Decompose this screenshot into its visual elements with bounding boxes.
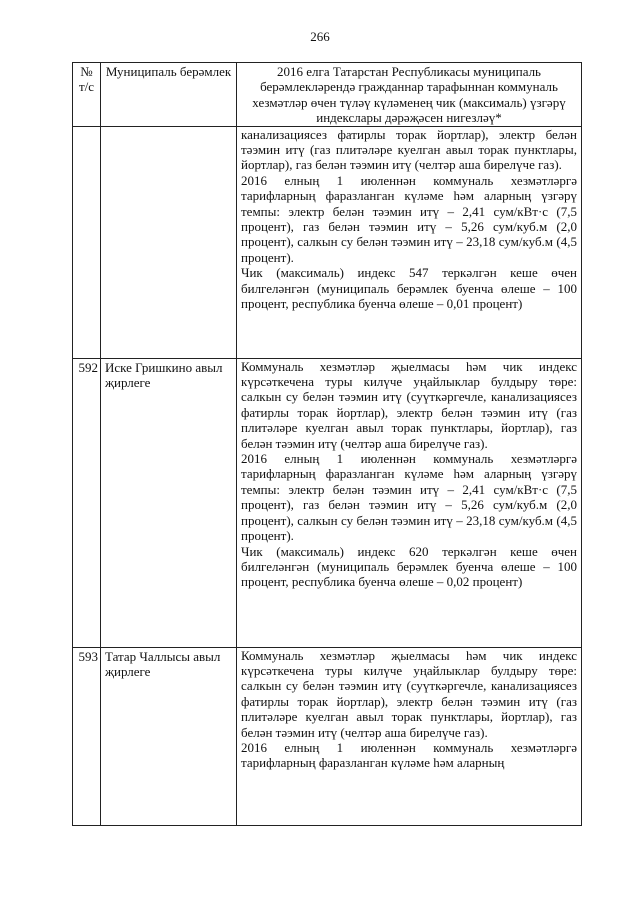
table-row <box>73 358 582 647</box>
description-paragraph: Коммуналь хезмәтләр җыелмасы һәм чик индекс күрсәткечена туры килүче уңайлыклар булдыру төре: салкын су белән тәэмин итү (суүткәргечле, канализациясез фатирлы торак йортлар), электр белән тәэмин итү (газ плитәләре куелган авыл торак пунктлары, йортлар), газ белән тәэмин итү (челтәр аша бирелүче газ). <box>241 358 577 451</box>
row-number <box>73 126 101 358</box>
table-row <box>73 647 582 825</box>
row-municipality: Татар Чаллысы авыл җирлеге <box>101 647 237 825</box>
header-municipality: Муниципаль берәмлек <box>101 63 237 127</box>
description-paragraph: канализациясез фатирлы торак йортлар), электр белән тәэмин итү (газ плитәләре куелган авыл торак пунктлары, йортлар), газ белән тәэмин итү (челтәр аша бирелүче газ). <box>241 126 577 173</box>
row-number: 593 <box>73 647 101 825</box>
row-description <box>237 126 582 358</box>
description-paragraph: 2016 елның 1 июленнән коммуналь хезмәтләргә тарифларның фаразланган күләме һәм аларның үзгәрү темпы: электр белән тәэмин итү – 2,41 сум/кВт·с (7,5 процент), газ белән тәэмин итү – 5,26 сум/куб.м (2,0 процент), салкын су белән тәэмин итү – 23,18 сум/куб.м (4,5 процент). <box>241 451 577 544</box>
page-number: 266 <box>310 29 330 44</box>
row-description <box>237 647 582 825</box>
row-number: 592 <box>73 358 101 647</box>
row-municipality <box>101 126 237 358</box>
description-paragraph: Чик (максималь) индекс 620 теркәлгән кеше өчен билгеләнгән (муниципаль берәмлек буенча өлеше – 100 процент, республика буенча өлеше – 0,02 процент) <box>241 543 577 590</box>
table-header-row <box>73 63 582 127</box>
header-description: 2016 елга Татарстан Республикасы муниципаль берәмлекләрендә гражданнар тарафыннан коммуналь хезмәтләр өчен түләү күләменең чик (максималь) үзгәрү индекслары дәрәҗәсен нигезләү* <box>237 63 582 127</box>
table-row <box>73 126 582 358</box>
municipal-index-table <box>72 62 582 826</box>
description-paragraph: Коммуналь хезмәтләр җыелмасы һәм чик индекс күрсәткечена туры килүче уңайлыклар булдыру төре: салкын су белән тәэмин итү (суүткәргечле, канализациясез фатирлы торак йортлар), электр белән тәэмин итү (газ плитәләре куелган авыл торак пунктлары, йортлар), газ белән тәэмин итү (челтәр аша бирелүче газ). <box>241 647 577 740</box>
row-municipality: Иске Гришкино авыл җирлеге <box>101 358 237 647</box>
header-number: № т/с <box>73 63 101 127</box>
description-paragraph: 2016 елның 1 июленнән коммуналь хезмәтләргә тарифларның фаразланган күләме һәм аларның үзгәрү темпы: электр белән тәэмин итү – 2,41 сум/кВт·с (7,5 процент), газ белән тәэмин итү – 5,26 сум/куб.м (2,0 процент), салкын су белән тәэмин итү – 23,18 сум/куб.м (4,5 процент). <box>241 172 577 265</box>
row-description <box>237 358 582 647</box>
description-paragraph: Чик (максималь) индекс 547 теркәлгән кеше өчен билгеләнгән (муниципаль берәмлек буенча өлеше – 100 процент, республика буенча өлеше – 0,01 процент) <box>241 265 577 312</box>
description-paragraph: 2016 елның 1 июленнән коммуналь хезмәтләргә тарифларның фаразланган күләме һәм аларның <box>241 740 577 771</box>
